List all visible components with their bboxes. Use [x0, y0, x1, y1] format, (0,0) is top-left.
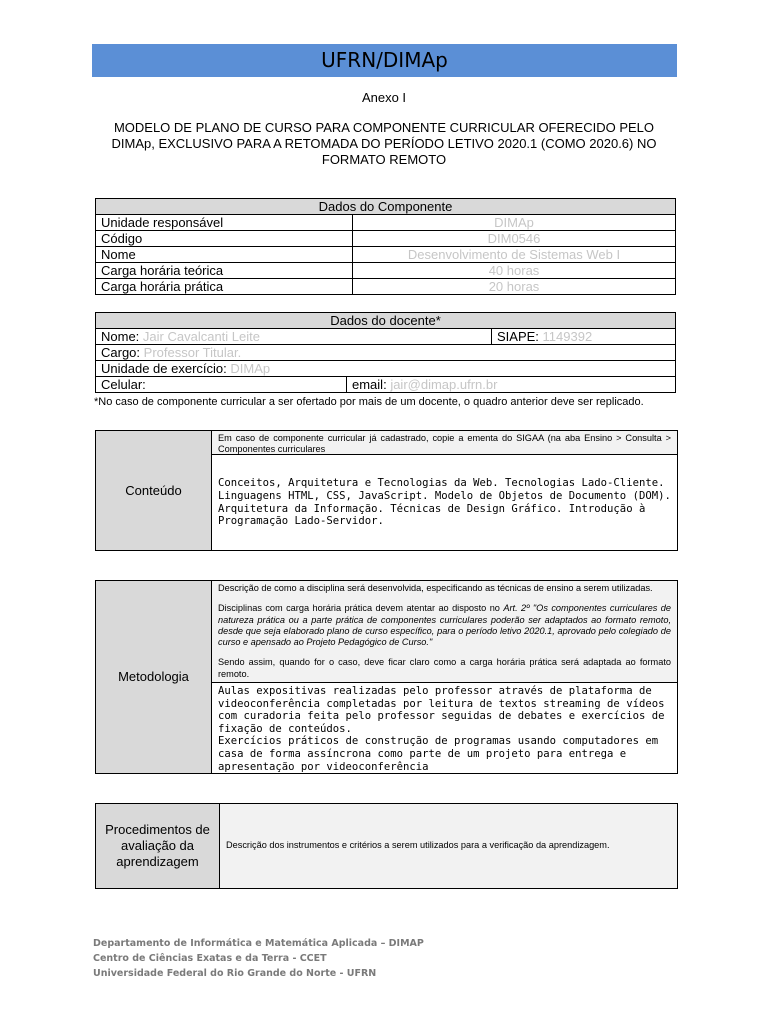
row-label: Unidade responsável — [96, 215, 353, 231]
table-row — [96, 361, 676, 377]
email-value: jair@dimap.ufrn.br — [390, 377, 498, 392]
celular-cell[interactable]: Celular: — [96, 377, 347, 393]
footer-university: Universidade Federal do Rio Grande do Norte - UFRN — [93, 968, 377, 979]
content-label: Conteúdo — [96, 431, 212, 550]
annex-label: Anexo I — [361, 90, 407, 105]
footer-department: Departamento de Informática e Matemática Aplicada – DIMAP — [93, 938, 424, 949]
row-label: Carga horária teórica — [96, 263, 353, 279]
row-label: Nome — [96, 247, 353, 263]
table-row — [96, 377, 676, 393]
footer — [93, 936, 424, 981]
unidade-cell[interactable]: Unidade de exercício: DIMAp — [96, 361, 676, 377]
teacher-table — [95, 312, 676, 393]
teacher-name-value: Jair Cavalcanti Leite — [142, 329, 260, 344]
table-row — [96, 231, 676, 247]
unidade-value: DIMAp — [230, 361, 271, 376]
table-row — [96, 279, 676, 295]
siape-cell[interactable]: SIAPE: 1149392 — [492, 329, 676, 345]
row-label: Carga horária prática — [96, 279, 353, 295]
cargo-value: Professor Titular. — [143, 345, 242, 360]
assessment-instruction[interactable]: Descrição dos instrumentos e critérios a serem utilizados para a verificação da aprendizagem. — [220, 804, 677, 888]
content-text[interactable]: Conceitos, Arquitetura e Tecnologias da Web. Tecnologias Lado-Cliente. Linguagens HTML, CSS, JavaScript. Modelo de Objetos de Documento (DOM). Arquitetura da Informação. Técnicas de Design Gráfico. Introdução à Programação Lado-Servidor. — [212, 454, 677, 550]
teacher-name-cell[interactable]: Nome: Jair Cavalcanti Leite — [96, 329, 492, 345]
content-section — [95, 430, 678, 551]
table-row — [96, 263, 676, 279]
cargo-cell[interactable]: Cargo: Professor Titular. — [96, 345, 676, 361]
assessment-section — [95, 803, 678, 889]
content-instruction: Em caso de componente curricular já cadastrado, copie a ementa do SIGAA (na aba Ensino > Consulta > Componentes curriculares — [212, 431, 677, 454]
siape-value: 1149392 — [542, 329, 593, 344]
row-value[interactable]: DIM0546 — [353, 231, 676, 247]
row-value[interactable]: 40 horas — [353, 263, 676, 279]
row-value[interactable]: DIMAp — [353, 215, 676, 231]
row-value[interactable]: Desenvolvimento de Sistemas Web I — [353, 247, 676, 263]
methodology-section — [95, 580, 678, 774]
table-row — [96, 345, 676, 361]
methodology-text[interactable]: Aulas expositivas realizadas pelo professor através de plataforma de videoconferência completadas por leitura de textos streaming de vídeos com curadoria feita pelo professor seguidas de debates e exercícios de fixação de conteúdos. Exercícios práticos de construção de programas usando computadores em casa de forma assíncrona como parte de um projeto para entrega e apresentação por videoconferência — [212, 682, 677, 773]
table-row — [96, 329, 676, 345]
table-row — [96, 215, 676, 231]
document-title: MODELO DE PLANO DE CURSO PARA COMPONENTE CURRICULAR OFERECIDO PELO DIMAp, EXCLUSIVO PARA A RETOMADA DO PERÍODO LETIVO 2020.1 (COMO 2020.6) NO FORMATO REMOTO — [111, 120, 657, 167]
component-table — [95, 198, 676, 295]
row-label: Código — [96, 231, 353, 247]
assessment-label: Procedimentos de avaliação da aprendizagem — [96, 804, 220, 888]
component-table-heading: Dados do Componente — [96, 199, 676, 215]
methodology-instruction: Descrição de como a disciplina será desenvolvida, especificando as técnicas de ensino a serem utilizadas. Disciplinas com carga horária prática devem atentar ao disposto no Art. 2º "Os componentes curriculares de natureza prática ou a parte prática de componentes curriculares poderão ser adaptados ao formato remoto, desde que seja elaborado plano de curso específico, para o período letivo 2020.1, aprovado pelo colegiado de curso e apensado ao Projeto Pedagógico de Curso." Sendo assim, quando for o caso, deve ficar claro como a carga horária prática será adaptada ao formato remoto. — [212, 581, 677, 682]
replication-note: *No caso de componente curricular a ser ofertado por mais de um docente, o quadro anterior deve ser replicado. — [94, 396, 644, 408]
email-cell[interactable]: email: jair@dimap.ufrn.br — [347, 377, 676, 393]
footer-center: Centro de Ciências Exatas e da Terra - CCET — [93, 953, 327, 964]
table-row — [96, 247, 676, 263]
methodology-label: Metodologia — [96, 581, 212, 773]
header-banner: UFRN/DIMAp — [92, 44, 677, 77]
teacher-table-heading: Dados do docente* — [96, 313, 676, 329]
row-value[interactable]: 20 horas — [353, 279, 676, 295]
